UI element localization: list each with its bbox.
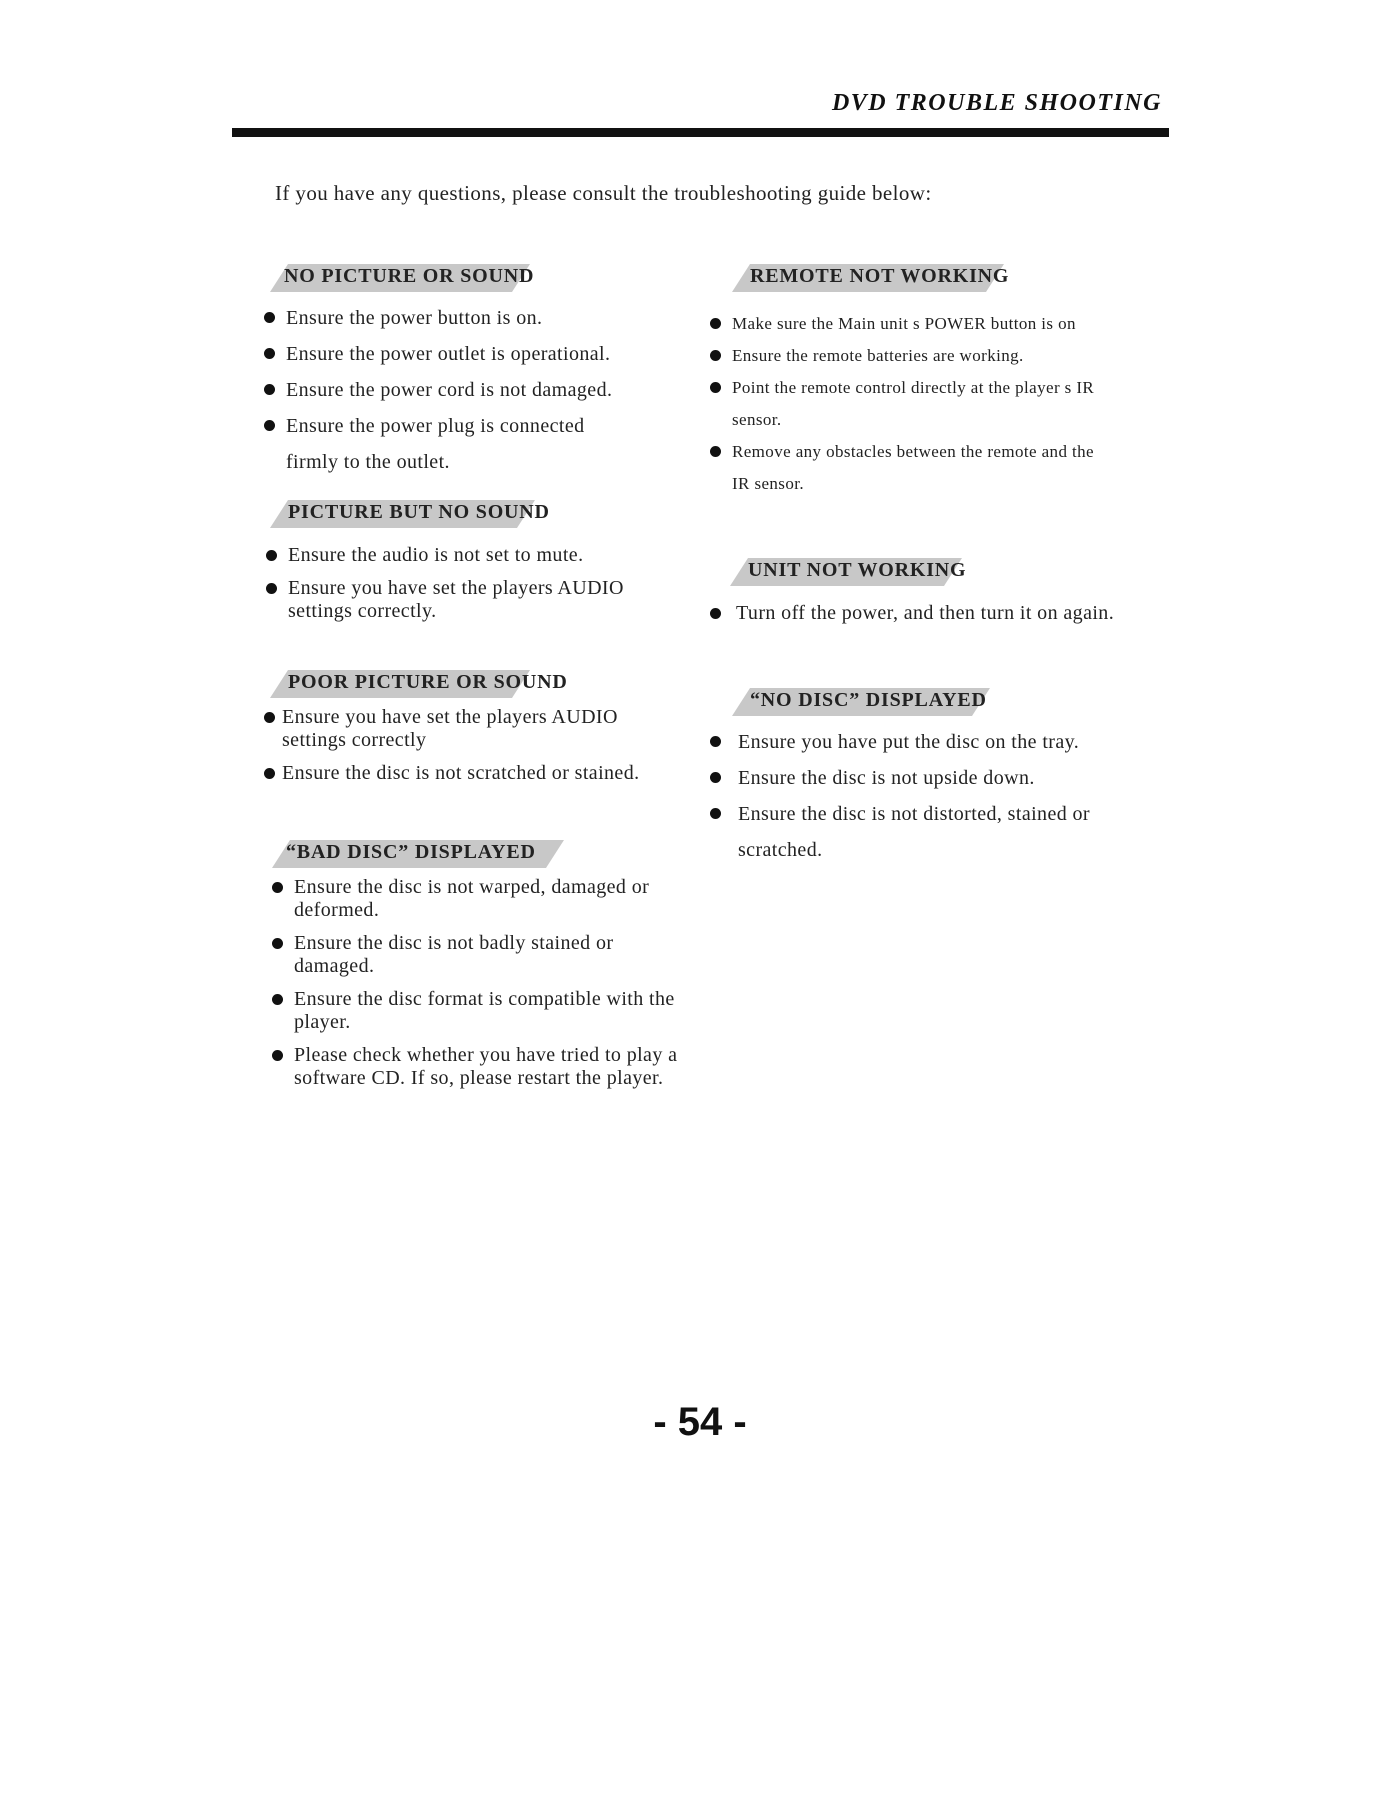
item-list (266, 544, 666, 623)
bullet-icon (264, 420, 275, 431)
item-list (710, 602, 1150, 625)
bullet-icon (264, 768, 275, 779)
section-title: POOR PICTURE OR SOUND (288, 671, 568, 693)
section-no-disc-displayed (732, 686, 1152, 868)
header-title: DVD TROUBLE SHOOTING (831, 90, 1162, 116)
bullet-icon (264, 712, 275, 723)
bullet-icon (710, 808, 721, 819)
bullet-icon (710, 350, 721, 361)
list-item: Ensure the disc is not distorted, stained or scratched. (710, 796, 1118, 868)
list-item: Ensure the power plug is connected firmly to the outlet. (264, 408, 616, 480)
bullet-icon (266, 583, 277, 594)
section-bad-disc-displayed (272, 838, 712, 1100)
section-remote-not-working (732, 262, 1152, 500)
section-picture-but-no-sound (270, 498, 690, 633)
bullet-icon (264, 384, 275, 395)
section-heading (270, 498, 690, 530)
section-heading (730, 556, 1170, 588)
list-item: Ensure the power cord is not damaged. (264, 372, 670, 408)
bullet-icon (710, 772, 721, 783)
section-poor-picture-or-sound (270, 668, 690, 795)
section-title: PICTURE BUT NO SOUND (288, 501, 550, 523)
list-item: Ensure the power outlet is operational. (264, 336, 670, 372)
item-list (264, 300, 670, 480)
header-rule (232, 128, 1169, 137)
list-item: Remove any obstacles between the remote and the IR sensor. (710, 436, 1110, 500)
bullet-icon (710, 318, 721, 329)
list-item: Ensure you have put the disc on the tray. (710, 724, 1130, 760)
section-heading (270, 668, 690, 700)
item-list (710, 724, 1130, 868)
bullet-icon (266, 550, 277, 561)
bullet-icon (264, 312, 275, 323)
list-item: Ensure you have set the players AUDIO settings correctly. (266, 577, 666, 623)
intro-text: If you have any questions, please consult the troubleshooting guide below: (275, 181, 932, 205)
list-item: Ensure you have set the players AUDIO settings correctly (264, 706, 664, 752)
item-list (264, 706, 664, 785)
bullet-icon (272, 938, 283, 949)
bullet-icon (272, 882, 283, 893)
bullet-icon (710, 736, 721, 747)
bullet-icon (710, 382, 721, 393)
list-item: Point the remote control directly at the player s IR sensor. (710, 372, 1122, 436)
bullet-icon (710, 446, 721, 457)
section-heading (732, 686, 1152, 718)
list-item: Ensure the disc is not warped, damaged or deformed. (272, 876, 702, 922)
section-title: UNIT NOT WORKING (748, 559, 967, 581)
list-item: Turn off the power, and then turn it on again. (710, 602, 1150, 625)
item-list (710, 308, 1110, 500)
section-title: NO PICTURE OR SOUND (284, 265, 535, 287)
section-heading (272, 838, 712, 870)
list-item: Ensure the audio is not set to mute. (266, 544, 666, 567)
section-title: REMOTE NOT WORKING (750, 265, 1010, 287)
list-item: Ensure the disc is not upside down. (710, 760, 1130, 796)
section-heading (732, 262, 1152, 294)
section-no-picture-or-sound (270, 262, 670, 480)
section-heading (270, 262, 670, 294)
list-item: Ensure the remote batteries are working. (710, 340, 1110, 372)
list-item: Ensure the disc is not scratched or stained. (264, 762, 664, 785)
item-list (272, 876, 702, 1090)
list-item: Ensure the disc format is compatible with the player. (272, 988, 684, 1034)
section-title: “NO DISC” DISPLAYED (750, 689, 987, 711)
page-number: - 54 - (653, 1400, 747, 1444)
list-item: Ensure the power button is on. (264, 300, 670, 336)
bullet-icon (710, 608, 721, 619)
list-item: Please check whether you have tried to play a software CD. If so, please restart the player. (272, 1044, 702, 1090)
bullet-icon (272, 994, 283, 1005)
list-item: Make sure the Main unit s POWER button is on (710, 308, 1110, 340)
bullet-icon (272, 1050, 283, 1061)
section-title: “BAD DISC” DISPLAYED (286, 841, 536, 863)
list-item: Ensure the disc is not badly stained or damaged. (272, 932, 634, 978)
bullet-icon (264, 348, 275, 359)
section-unit-not-working (730, 556, 1170, 625)
